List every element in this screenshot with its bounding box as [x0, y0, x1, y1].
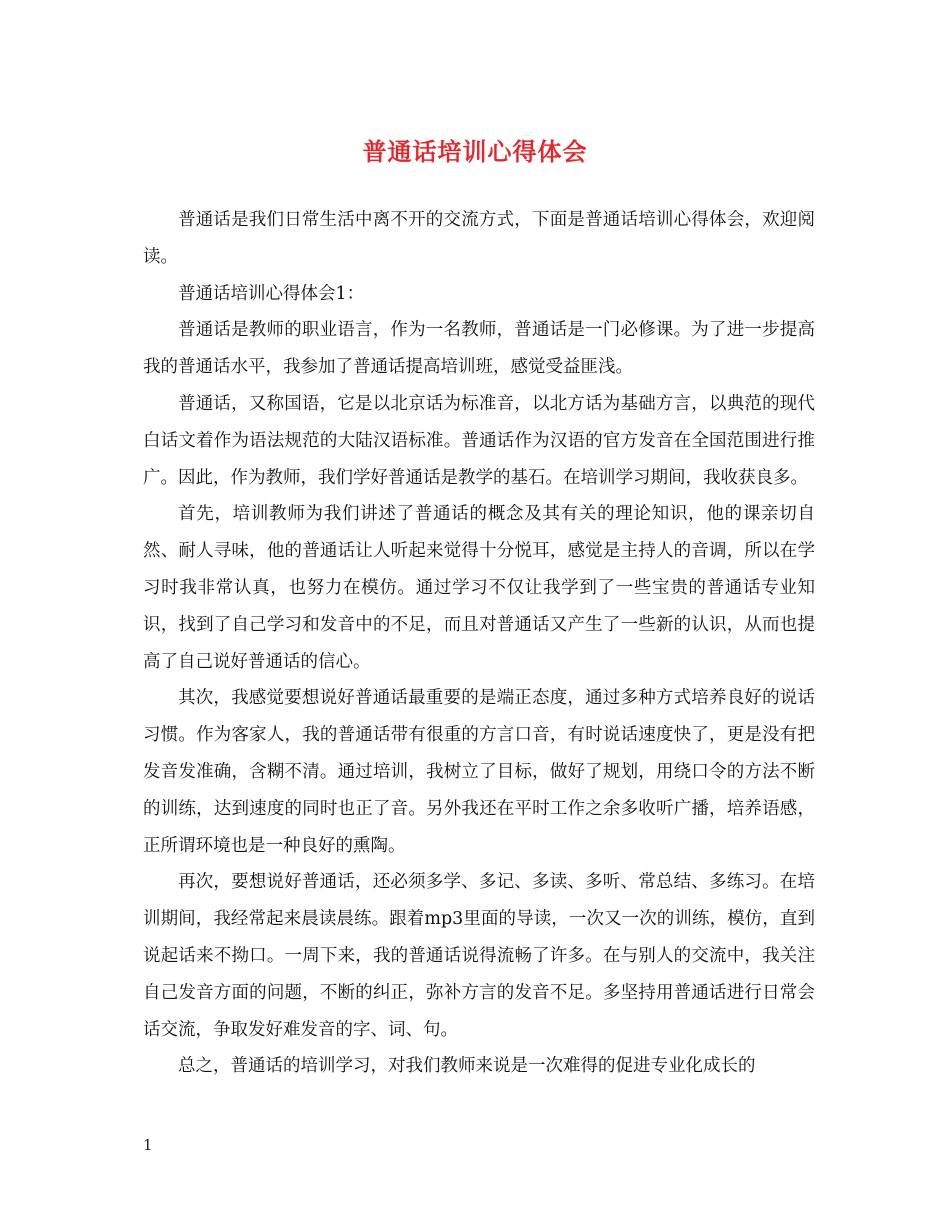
body-paragraph: 其次，我感觉要想说好普通话最重要的是端正态度，通过多种方式培养良好的说话习惯。作为客家人，我的普通话带有很重的方言口音，有时说话速度快了，更是没有把发音发准确，含糊不清。通过培训，我树立了目标，做好了规划，用绕口令的方法不断的训练，达到速度的同时也正了音。另外我还在平时工作之余多收听广播，培养语感，正所谓环境也是一种良好的熏陶。: [143, 688, 815, 856]
page-number: 1: [143, 1136, 153, 1154]
section-heading: 普通话培训心得体会1：: [178, 283, 365, 304]
body-paragraph: 普通话是教师的职业语言，作为一名教师，普通话是一门必修课。为了进一步提高我的普通话水平，我参加了普通话提高培训班，感觉受益匪浅。: [143, 320, 815, 378]
intro-paragraph: 普通话是我们日常生活中离不开的交流方式，下面是普通话培训心得体会，欢迎阅读。: [143, 210, 815, 267]
body-paragraph: 总之，普通话的培训学习，对我们教师来说是一次难得的促进专业化成长的: [178, 1056, 756, 1077]
page-title: 普通话培训心得体会: [362, 137, 588, 166]
body-paragraph: 首先，培训教师为我们讲述了普通话的概念及其有关的理论知识，他的课亲切自然、耐人寻味，他的普通话让人听起来觉得十分悦耳，感觉是主持人的音调，所以在学习时我非常认真，也努力在模仿。通过学习不仅让我学到了一些宝贵的普通话专业知识，找到了自己学习和发音中的不足，而且对普通话又产生了一些新的认识，从而也提高了自己说好普通话的信心。: [143, 504, 815, 672]
document-body: [143, 202, 815, 1085]
body-paragraph: 再次，要想说好普通话，还必须多学、多记、多读、多听、常总结、多练习。在培训期间，我经常起来晨读晨练。跟着mp3里面的导读，一次又一次的训练，模仿，直到说起话来不拗口。一周下来，我的普通话说得流畅了许多。在与别人的交流中，我关注自己发音方面的问题，不断的纠正，弥补方言的发音不足。多坚持用普通话进行日常会话交流，争取发好难发音的字、词、句。: [143, 872, 815, 1040]
body-paragraph: 普通话，又称国语，它是以北京话为标准音，以北方话为基础方言，以典范的现代白话文着作为语法规范的大陆汉语标准。普通话作为汉语的官方发音在全国范围进行推广。因此，作为教师，我们学好普通话是教学的基石。在培训学习期间，我收获良多。: [143, 393, 815, 488]
